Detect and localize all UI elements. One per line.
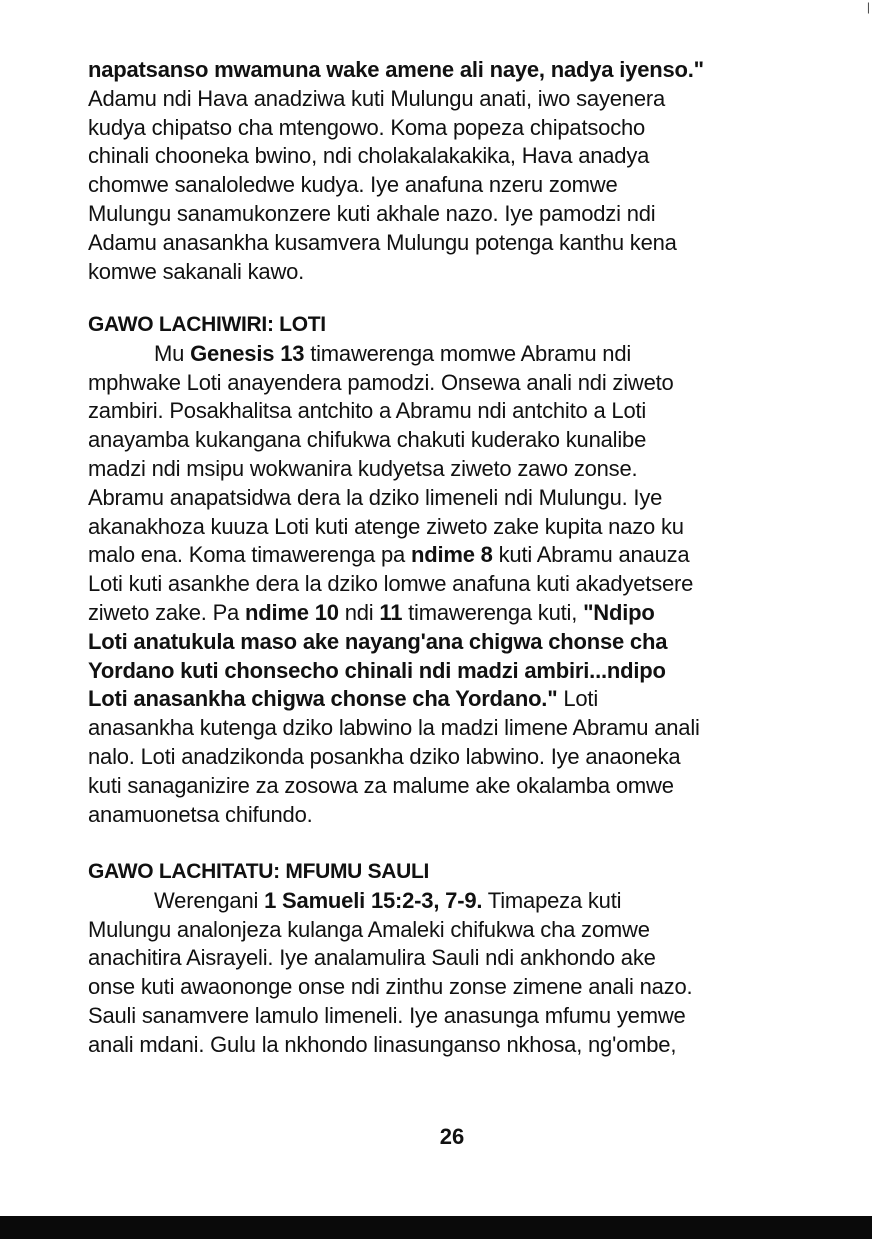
bold-text: GAWO LACHIWIRI: LOTI <box>88 313 326 336</box>
text-line <box>88 657 828 686</box>
text-line <box>88 743 828 772</box>
text-segment: chomwe sanaloledwe kudya. Iye anafuna nzeru zomwe <box>88 172 618 198</box>
text-line <box>88 142 828 171</box>
scan-border <box>0 1216 872 1239</box>
text-line <box>88 916 828 945</box>
text-segment: Timapeza kuti <box>482 887 622 913</box>
text-line <box>88 628 828 657</box>
text-segment: Loti <box>557 686 599 712</box>
section-heading <box>88 858 828 887</box>
text-line <box>88 397 828 426</box>
text-line <box>88 973 828 1002</box>
text-line <box>88 229 828 258</box>
text-line <box>88 369 828 398</box>
text-segment: mphwake Loti anayendera pamodzi. Onsewa anali ndi ziweto <box>88 369 674 395</box>
bold-text: napatsanso mwamuna wake amene ali naye, nadya iyenso." <box>88 57 704 82</box>
text-segment: komwe sakanali kawo. <box>88 258 305 284</box>
text-segment: akanakhoza kuuza Loti kuti atenge ziweto zake kupita nazo ku <box>88 513 684 539</box>
text-line <box>88 1002 828 1031</box>
text-segment: timawerenga momwe Abramu ndi <box>304 340 632 366</box>
text-line <box>88 200 828 229</box>
text-segment: nalo. Loti anadzikonda posankha dziko labwino. Iye anaoneka <box>88 743 681 769</box>
text-segment: kuti Abramu anauza <box>492 542 690 568</box>
scan-mark: | <box>866 0 870 14</box>
text-line <box>88 944 828 973</box>
section-mfumu-sauli <box>88 858 828 1060</box>
bold-text: Genesis 13 <box>190 340 305 366</box>
text-line <box>88 340 828 369</box>
bold-text: Loti anatukula maso ake nayang'ana chigwa chonse cha <box>88 628 668 654</box>
text-line <box>88 85 828 114</box>
text-line <box>88 887 828 916</box>
text-segment: Werengani <box>154 887 265 913</box>
text-segment: Loti kuti asankhe dera la dziko lomwe anafuna kuti akadyetsere <box>88 571 694 597</box>
text-line <box>88 801 828 830</box>
text-segment: anasankha kutenga dziko labwino la madzi limene Abramu anali <box>88 715 700 741</box>
text-segment: ndi <box>338 599 380 625</box>
text-segment: kuti sanaganizire za zosowa za malume ake okalamba omwe <box>88 772 674 798</box>
bold-text: GAWO LACHITATU: MFUMU SAULI <box>88 860 430 883</box>
text-segment: malo ena. Koma timawerenga pa <box>88 542 411 568</box>
text-segment: timawerenga kuti, <box>402 599 584 625</box>
text-line <box>88 426 828 455</box>
paragraph-intro <box>88 56 828 286</box>
text-line <box>88 599 828 628</box>
text-segment: Sauli sanamvere lamulo limeneli. Iye anasunga mfumu yemwe <box>88 1002 686 1028</box>
text-line <box>88 1031 828 1060</box>
bold-text: 11 <box>379 599 403 625</box>
bold-text: ndime 8 <box>410 542 493 568</box>
text-segment: madzi ndi msipu wokwanira kudyetsa ziweto zawo zonse. <box>88 455 638 481</box>
text-line <box>88 114 828 143</box>
text-line <box>88 56 828 85</box>
text-line <box>88 541 828 570</box>
text-segment: anali mdani. Gulu la nkhondo linasunganso nkhosa, ng'ombe, <box>88 1031 677 1057</box>
text-line <box>88 714 828 743</box>
text-segment: onse kuti awaononge onse ndi zinthu zonse zimene anali nazo. <box>88 974 693 1000</box>
text-segment: Abramu anapatsidwa dera la dziko limeneli ndi Mulungu. Iye <box>88 484 663 510</box>
text-line <box>88 455 828 484</box>
text-segment: chinali chooneka bwino, ndi cholakalakakika, Hava anadya <box>88 143 650 169</box>
text-segment: Adamu anasankha kusamvera Mulungu potenga kanthu kena <box>88 229 677 255</box>
text-line <box>88 171 828 200</box>
text-line <box>88 772 828 801</box>
bold-text: Loti anasankha chigwa chonse cha Yordano." <box>88 686 558 712</box>
text-line <box>88 258 828 287</box>
text-segment: kudya chipatso cha mtengowo. Koma popeza chipatsocho <box>88 114 646 140</box>
bold-text: ndime 10 <box>245 599 339 625</box>
text-line <box>88 513 828 542</box>
text-line <box>88 685 828 714</box>
text-segment: zambiri. Posakhalitsa antchito a Abramu ndi antchito a Loti <box>88 398 647 424</box>
text-segment: ziweto zake. Pa <box>88 599 245 625</box>
text-segment: Mu <box>154 340 191 366</box>
bold-text: 1 Samueli 15:2-3, 7-9. <box>264 887 483 913</box>
section-heading <box>88 311 828 340</box>
section-loti <box>88 311 828 829</box>
text-segment: anayamba kukangana chifukwa chakuti kuderako kunalibe <box>88 427 647 453</box>
page-number: 26 <box>439 1124 465 1149</box>
text-line <box>88 484 828 513</box>
bold-text: "Ndipo <box>583 599 655 625</box>
text-line <box>88 570 828 599</box>
text-segment: anamuonetsa chifundo. <box>88 801 313 827</box>
bold-text: Yordano kuti chonsecho chinali ndi madzi ambiri...ndipo <box>88 657 666 683</box>
text-segment: anachitira Aisrayeli. Iye analamulira Sauli ndi ankhondo ake <box>88 945 656 971</box>
text-segment: Mulungu sanamukonzere kuti akhale nazo. Iye pamodzi ndi <box>88 200 656 226</box>
text-segment: Mulungu analonjeza kulanga Amaleki chifukwa cha zomwe <box>88 916 650 942</box>
text-segment: Adamu ndi Hava anadziwa kuti Mulungu anati, iwo sayenera <box>88 85 666 111</box>
